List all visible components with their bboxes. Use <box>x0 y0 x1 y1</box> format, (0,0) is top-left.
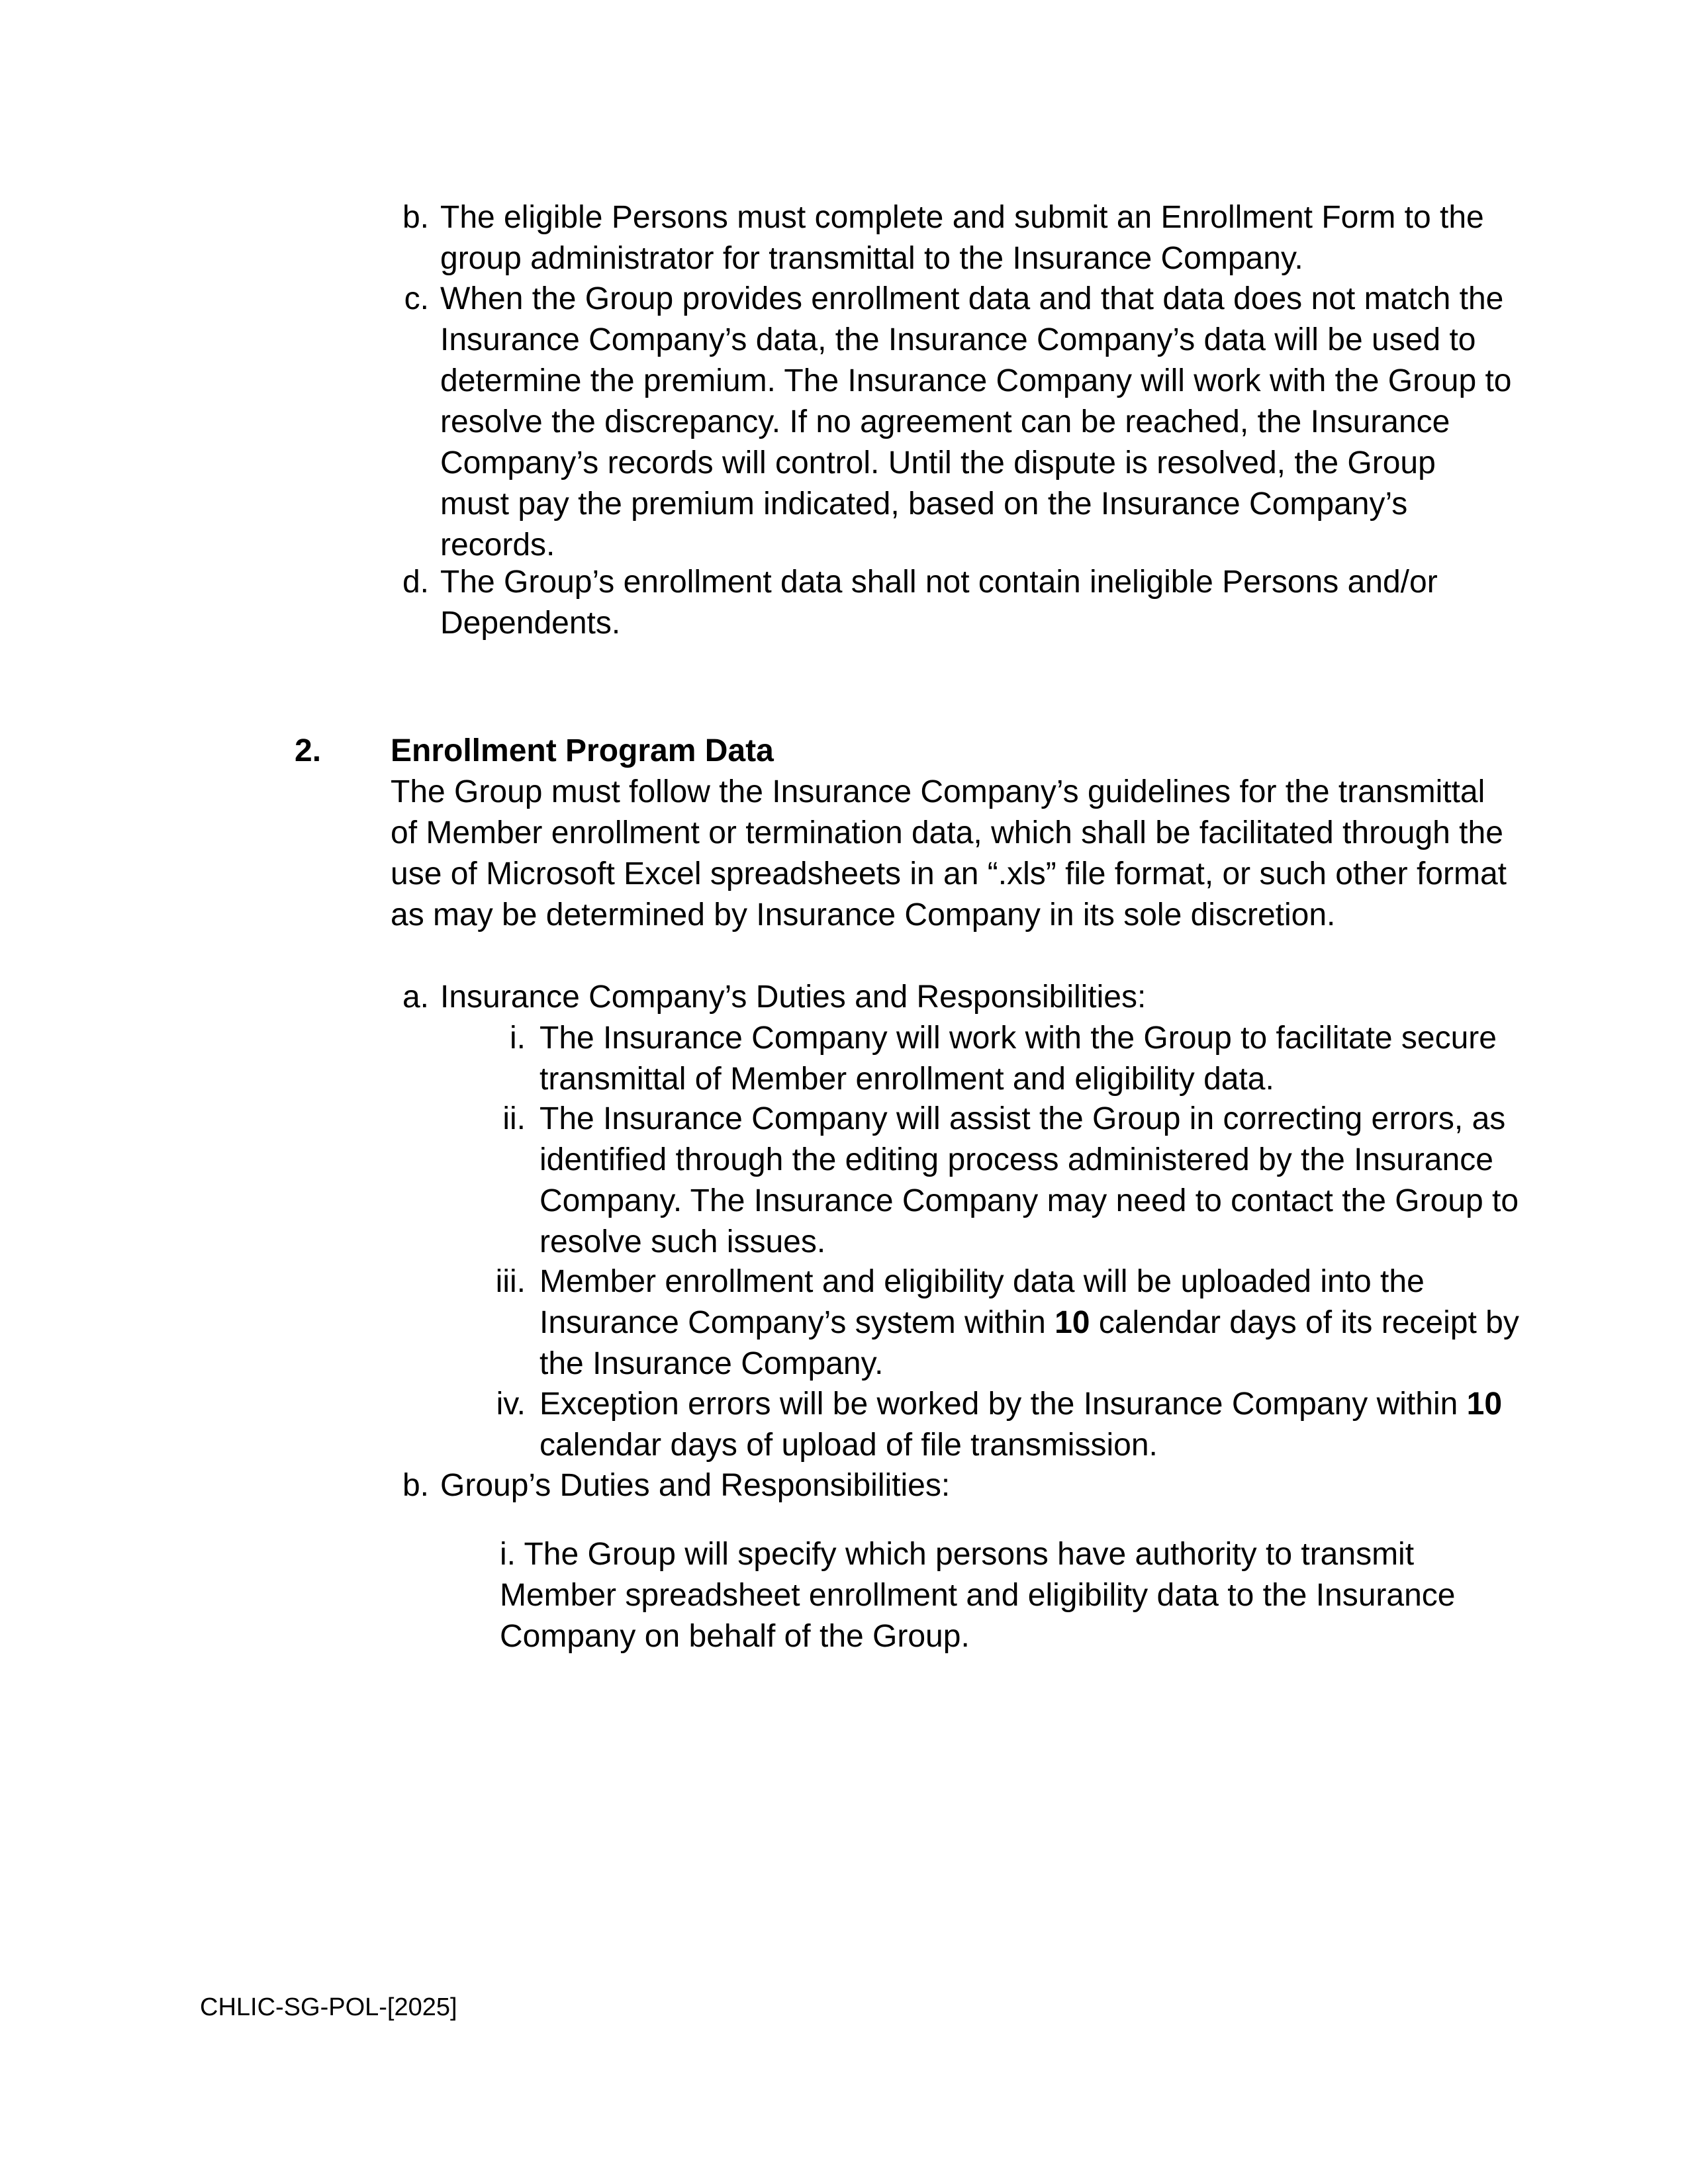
list-text: Group’s Duties and Responsibilities: <box>440 1468 951 1503</box>
list-text: The Insurance Company will assist the Group in correcting errors, as identified through the editing process administered by the Insurance Company. The Insurance Company may need to contact the Group to resolve such issues. <box>539 1101 1519 1259</box>
list-label: b. <box>402 1468 429 1503</box>
list-label: a. <box>402 979 429 1015</box>
sublist-item-ii <box>502 1099 1519 1263</box>
sublist-item-iii <box>495 1261 1519 1385</box>
text-run: Member enrollment and eligibility data will be uploaded into the Insurance Company’s system within <box>539 1264 1425 1340</box>
list-item-b <box>402 197 1513 279</box>
list-item-c <box>404 279 1513 566</box>
list-item-b-group <box>402 1465 1513 1506</box>
list-label: iii. <box>495 1264 526 1299</box>
list-label: b. <box>402 200 429 235</box>
section-intro: The Group must follow the Insurance Company’s guidelines for the transmittal of Member enrollment or termination data, which shall be facilitated through the use of Microsoft Excel spreadsheets in an “.xls” file format, or such other format as may be determined by Insurance Company in its sole discretion. <box>391 774 1507 933</box>
bold-number: 10 <box>1466 1387 1503 1422</box>
list-label: d. <box>402 565 429 600</box>
list-label: iv. <box>496 1387 526 1422</box>
list-text: The Insurance Company will work with the Group to facilitate secure transmittal of Member enrollment and eligibility data. <box>539 1021 1497 1097</box>
list-text: Insurance Company’s Duties and Responsibilities: <box>440 979 1147 1015</box>
sublist-item-iv <box>496 1384 1519 1466</box>
bold-number: 10 <box>1055 1305 1090 1340</box>
list-label: c. <box>404 281 429 316</box>
list-text <box>539 1261 1519 1385</box>
list-text <box>539 1384 1519 1466</box>
section-title: Enrollment Program Data <box>391 733 774 768</box>
list-item-a <box>402 977 1513 1018</box>
sublist-item-i-group: i. The Group will specify which persons have authority to transmit Member spreadsheet enrollment and eligibility data to the Insurance Company on behalf of the Group. <box>500 1537 1456 1654</box>
list-text: The Group’s enrollment data shall not contain ineligible Persons and/or Dependents. <box>440 565 1438 641</box>
list-item-d <box>402 562 1513 644</box>
sublist-item-i <box>510 1018 1519 1100</box>
list-label: ii. <box>502 1101 526 1136</box>
text-run: calendar days of upload of file transmission. <box>539 1428 1158 1463</box>
list-label: i. <box>510 1021 526 1056</box>
section-number: 2. <box>295 733 322 768</box>
text-run: Exception errors will be worked by the Insurance Company within <box>539 1387 1467 1422</box>
text-run: calendar days of its receipt by the Insurance Company. <box>539 1305 1519 1381</box>
list-text: The eligible Persons must complete and submit an Enrollment Form to the group administrator for transmittal to the Insurance Company. <box>440 200 1484 276</box>
list-text: When the Group provides enrollment data and that data does not match the Insurance Company’s data, the Insurance Company’s data will be used to determine the premium. The Insurance Company will work with the Group to resolve the discrepancy. If no agreement can be reached, the Insurance Company’s records will control. Until the dispute is resolved, the Group must pay the premium indicated, based on the Insurance Company’s records. <box>440 281 1512 563</box>
footer-document-code: CHLIC-SG-POL-[2025] <box>200 1993 457 2021</box>
